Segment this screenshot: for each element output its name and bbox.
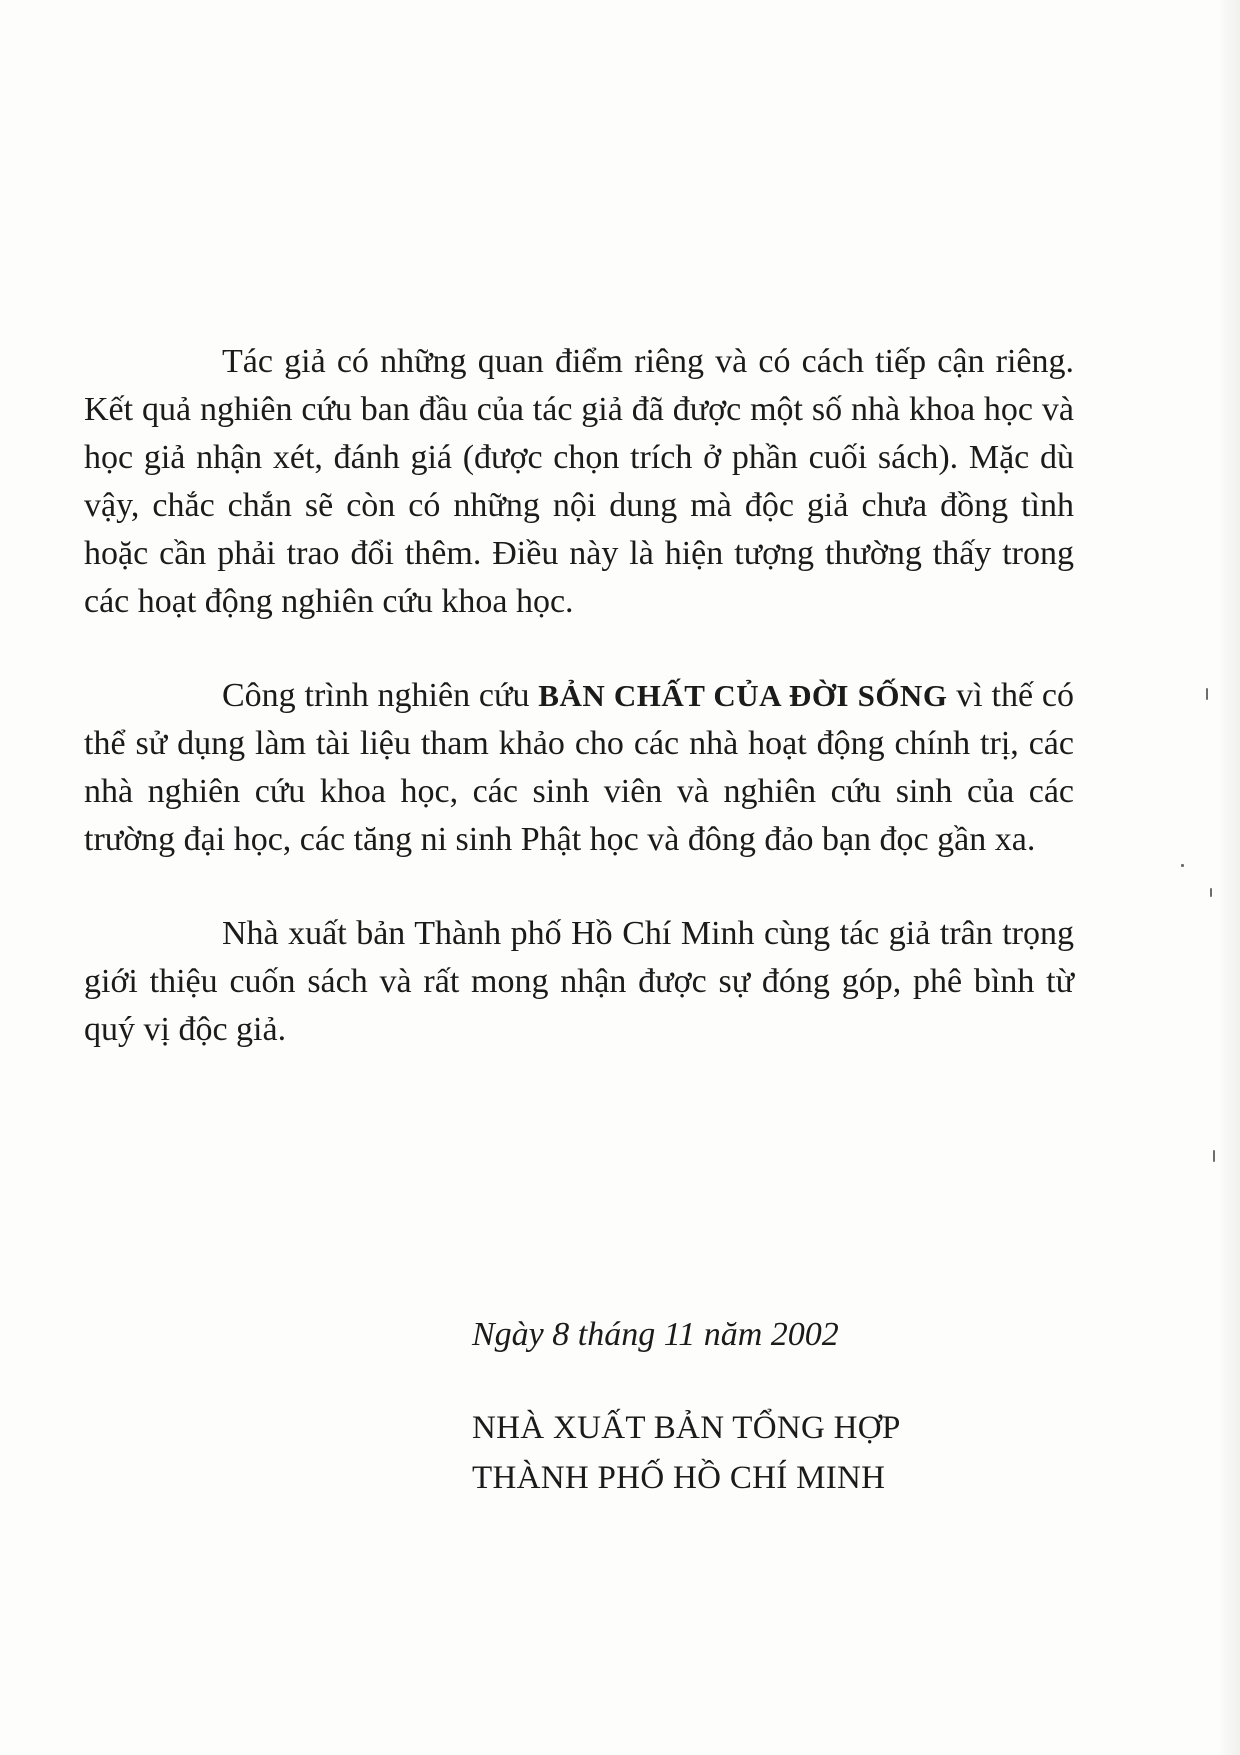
preface-body [84, 338, 1074, 1100]
publisher-name-line2: THÀNH PHỐ HỒ CHÍ MINH [472, 1460, 886, 1496]
paragraph-usage [84, 672, 1074, 864]
scan-speck [1181, 864, 1184, 867]
signoff-block [472, 1311, 1092, 1503]
paragraph-introduction: Nhà xuất bản Thành phố Hồ Chí Minh cùng tác giả trân trọng giới thiệu cuốn sách và rất mong nhận được sự đóng góp, phê bình từ quý vị độc giả. [84, 915, 1074, 1048]
paragraph-approach: Tác giả có những quan điểm riêng và có cách tiếp cận riêng. Kết quả nghiên cứu ban đầu của tác giả đã được một số nhà khoa học và học giả nhận xét, đánh giá (được chọn trích ở phần cuối sách). Mặc dù vậy, chắc chắn sẽ còn có những nội dung mà độc giả chưa đồng tình hoặc cần phải trao đổi thêm. Điều này là hiện tượng thường thấy trong các hoạt động nghiên cứu khoa học. [84, 343, 1074, 620]
paragraph-usage-rest: vì thế có thể sử dụng làm tài liệu tham khảo cho các nhà hoạt động chính trị, các nhà nghiên cứu khoa học, các sinh viên và nghiên cứu sinh của các trường đại học, các tăng ni sinh Phật học và đông đảo bạn đọc gần xa. [84, 677, 1075, 858]
scan-speck [1210, 888, 1212, 897]
publisher-name-line1: NHÀ XUẤT BẢN TỔNG HỢP [472, 1410, 901, 1446]
paragraph-usage-lead: Công trình nghiên cứu [222, 677, 539, 714]
signoff-date: Ngày 8 tháng 11 năm 2002 [472, 1316, 839, 1353]
scan-speck [1206, 688, 1208, 700]
page-edge-shadow [1218, 0, 1240, 1755]
book-title: BẢN CHẤT CỦA ĐỜI SỐNG [538, 678, 948, 713]
scan-speck [1213, 1150, 1215, 1162]
